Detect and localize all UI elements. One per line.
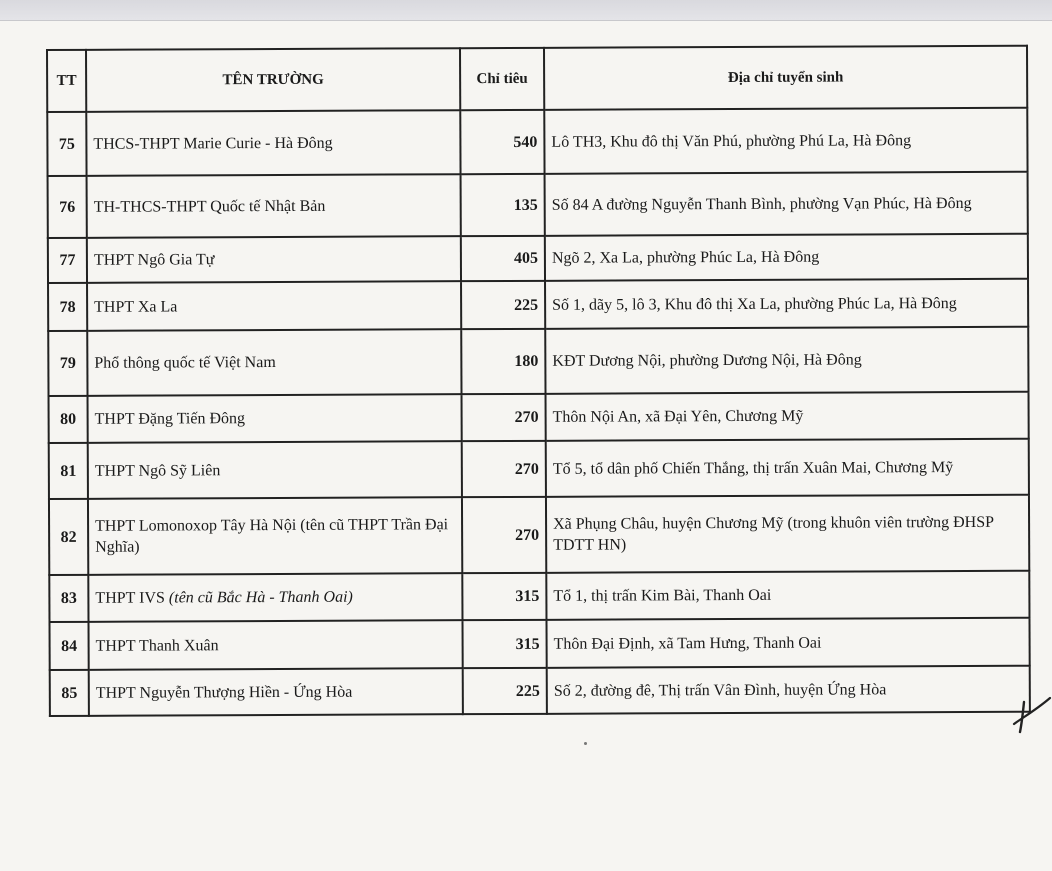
school-name: THPT Thanh Xuân [88,620,462,670]
school-address: Lô TH3, Khu đô thị Văn Phú, phường Phú La, Hà Đông [544,108,1027,174]
table-row [50,666,1030,716]
row-number: 83 [49,575,88,622]
school-address: Thôn Nội An, xã Đại Yên, Chương Mỹ [546,392,1029,441]
table-row [48,327,1028,396]
quota-value: 270 [462,394,546,441]
school-name: THPT Nguyễn Thượng Hiền - Ứng Hòa [89,668,463,716]
school-name [88,573,462,622]
school-address: Tổ 5, tổ dân phố Chiến Thắng, thị trấn Xuân Mai, Chương Mỹ [546,439,1029,497]
row-number: 80 [49,396,88,443]
school-name: Phổ thông quốc tế Việt Nam [87,329,461,396]
row-number: 75 [47,112,86,176]
school-address: Số 84 A đường Nguyễn Thanh Bình, phường Vạn Phúc, Hà Đông [545,172,1028,236]
quota-value: 180 [461,329,545,394]
school-name-main: THPT IVS [95,589,165,607]
row-number: 84 [50,622,89,670]
paper-speck [584,742,587,745]
row-number: 77 [48,238,87,283]
quota-value: 315 [462,573,546,620]
top-edge-shadow [0,0,1052,21]
school-name: THPT Ngô Sỹ Liên [88,441,462,499]
quota-value: 270 [462,441,546,497]
table-row [48,234,1028,283]
quota-value: 225 [463,668,547,714]
quota-value: 540 [460,110,544,174]
school-name: THPT Lomonoxop Tây Hà Nội (tên cũ THPT Trần Đại Nghĩa) [88,497,462,575]
row-number: 78 [48,283,87,331]
school-name-note: (tên cũ Bắc Hà - Thanh Oai) [168,588,353,607]
admissions-table [46,45,1031,717]
table-row [48,279,1028,331]
table-row [50,618,1030,670]
row-number: 82 [49,499,88,575]
school-address: Ngõ 2, Xa La, phường Phúc La, Hà Đông [545,234,1028,281]
school-address: Xã Phụng Châu, huyện Chương Mỹ (trong khuôn viên trường ĐHSP TDTT HN) [546,495,1029,573]
row-number: 85 [50,670,89,716]
school-address: Tổ 1, thị trấn Kim Bài, Thanh Oai [546,571,1029,620]
table-row [49,571,1029,622]
header-school-name: TÊN TRƯỜNG [86,48,460,112]
school-address: Số 2, đường đê, Thị trấn Vân Đình, huyện Ứng Hòa [547,666,1030,714]
row-number: 79 [48,331,87,396]
header-tt: TT [47,50,86,112]
table-row [48,172,1028,238]
school-address: Thôn Đại Định, xã Tam Hưng, Thanh Oai [546,618,1029,668]
signature-mark [1012,688,1052,736]
quota-value: 315 [462,620,546,668]
quota-value: 270 [462,497,546,573]
row-number: 81 [49,443,88,499]
table-row [49,439,1029,499]
header-address: Địa chỉ tuyển sinh [544,46,1027,110]
table-row [49,495,1029,575]
table-row [47,108,1027,176]
school-address: Số 1, dãy 5, lô 3, Khu đô thị Xa La, phường Phúc La, Hà Đông [545,279,1028,329]
school-name: TH-THCS-THPT Quốc tế Nhật Bản [87,174,461,238]
school-name: THPT Ngô Gia Tự [87,236,461,283]
quota-value: 225 [461,281,545,329]
quota-value: 135 [461,174,545,236]
school-name: THCS-THPT Marie Curie - Hà Đông [86,110,460,176]
school-address: KĐT Dương Nội, phường Dương Nội, Hà Đông [545,327,1028,394]
school-name: THPT Xa La [87,281,461,331]
row-number: 76 [48,176,87,238]
quota-value: 405 [461,236,545,281]
school-name: THPT Đặng Tiến Đông [88,394,462,443]
header-quota: Chỉ tiêu [460,48,544,110]
table-row [49,392,1029,443]
table-header-row [47,46,1027,112]
